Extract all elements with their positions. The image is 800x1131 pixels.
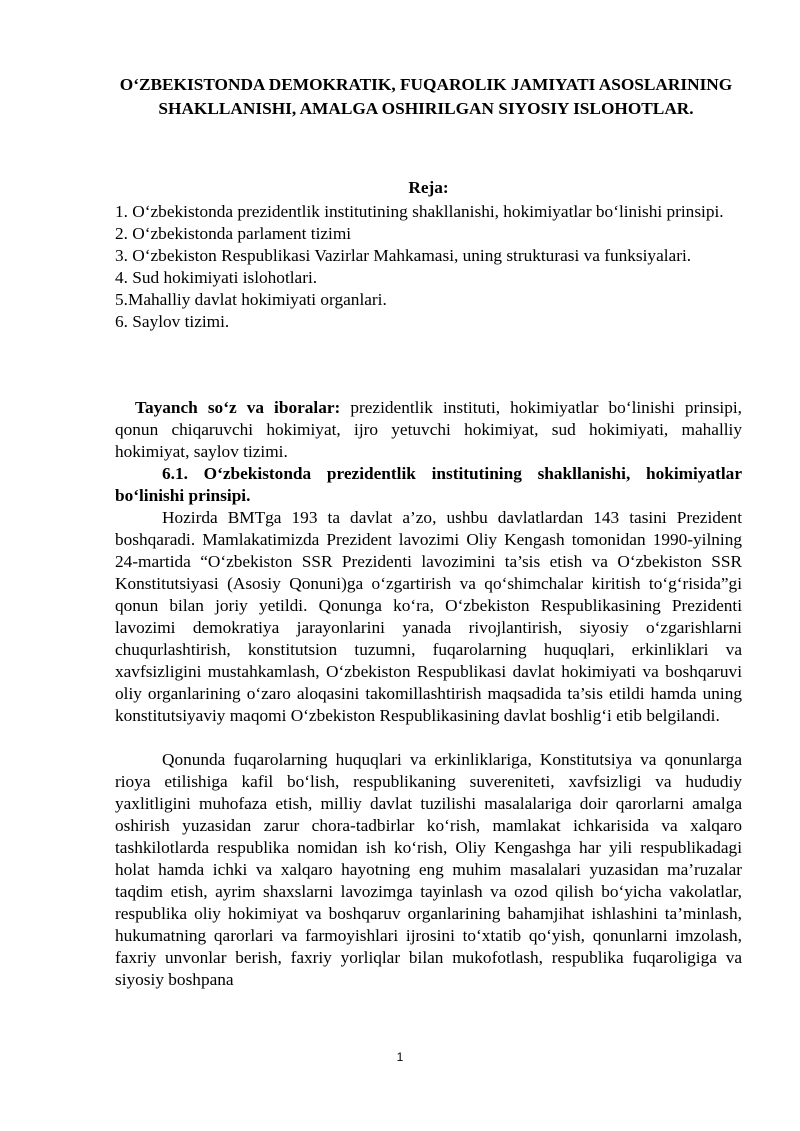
document-title: O‘ZBEKISTONDA DEMOKRATIK, FUQAROLIK JAMIYATI ASOSLARINING SHAKLLANISHI, AMALGA OSHIRILGAN SIYOSIY ISLOHOTLAR. [119,75,733,118]
plan-item: 4. Sud hokimiyati islohotlari. [115,268,318,287]
plan-item: 5.Mahalliy davlat hokimiyati organlari. [115,290,387,309]
plan-item: 1. O‘zbekistonda prezidentlik institutining shakllanishi, hokimiyatlar bo‘linishi prinsipi. [115,202,724,221]
plan-item: 3. O‘zbekiston Respublikasi Vazirlar Mahkamasi, uning strukturasi va funksiyalari. [115,246,692,265]
section-heading: 6.1. O‘zbekistonda prezidentlik institutining shakllanishi, hokimiyatlar bo‘linishi prinsipi. [115,464,742,505]
plan-item: 6. Saylov tizimi. [115,312,230,331]
page-number: 1 [396,1050,404,1064]
body-paragraph: Hozirda BMTga 193 ta davlat a’zo, ushbu davlatlardan 143 tasini Prezident boshqaradi. Mamlakatimizda Prezident lavozimi Oliy Kengash tomonidan 1990-yilning 24-martida “O‘zbekiston SSR Prezidenti lavozimini ta’sis etish va O‘zbekiston SSR Konstitutsiyasi (Asosiy Qonuni)ga o‘zgartirish va qo‘shimchalar kiritish to‘g‘risida”gi qonun bilan joriy yetildi. Qonunga ko‘ra, O‘zbekiston Respublikasining Prezidenti lavozimi demokratiya jarayonlarini yanada rivojlantirish, siyosiy o‘zgarishlarni chuqurlashtirish, konstitutsion tuzumni, fuqarolarning huquqlari, erkinliklari va xavfsizligini mustahkamlash, O‘zbekiston Respublikasi davlat hokimiyati va boshqaruvi oliy organlarining o‘zaro aloqasini takomillashtirish maqsadida ta’sis etildi hamda uning konstitutsiyaviy maqomi O‘zbekiston Respublikasining davlat boshlig‘i etib belgilandi. [115,508,742,725]
body-paragraph: Qonunda fuqarolarning huquqlari va erkinliklariga, Konstitutsiya va qonunlarga rioya etilishiga kafil bo‘lish, respublikaning suvereniteti, xavfsizligi va hududiy yaxlitligini muhofaza etish, milliy davlat tuzilishi masalalariga doir qarorlarni amalga oshirish yuzasidan zarur chora-tadbirlar ko‘rish, mamlakat ichkarisida va xalqaro tashkilotlarda respublika nomidan ish ko‘rish, Oliy Kengashga har yili respublikadagi holat hamda ichki va xalqaro hayotning eng muhim masalalari yuzasidan ma’ruzalar taqdim etish, ayrim shaxslarni lavozimga tayinlash va ozod qilish bo‘yicha vakolatlar, respublika oliy hokimiyat va boshqaruv organlarining bahamjihat ishlashini ta’minlash, hukumatning qarorlari va farmoyishlari ijrosini to‘xtatib qo‘yish, qonunlarni imzolash, faxriy unvonlar berish, faxriy yorliqlar bilan mukofotlash, respublika fuqaroligiga va siyosiy boshpana [115,750,742,989]
plan-list [115,201,742,333]
keywords-text: prezidentlik instituti, hokimiyatlar bo‘linishi prinsipi, qonun chiqaruvchi hokimiyat, ijro yetuvchi hokimiyat, sud hokimiyati, mahalliy hokimiyat, saylov tizimi. [115,398,742,461]
keywords-paragraph [115,397,742,463]
plan-item: 2. O‘zbekistonda parlament tizimi [115,224,352,243]
keywords-label: Tayanch so‘z va iboralar: [135,398,341,417]
plan-heading: Reja: [408,178,449,197]
